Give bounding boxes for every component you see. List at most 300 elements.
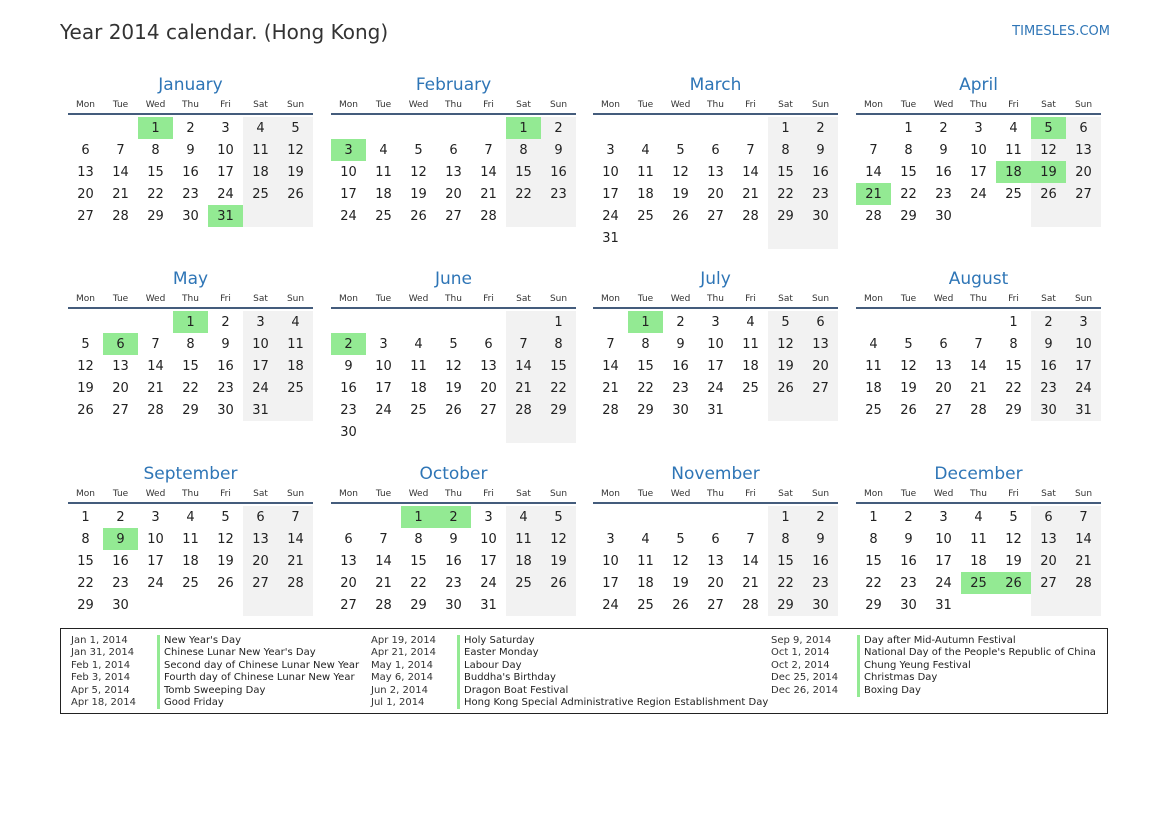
month-name: June	[434, 269, 473, 289]
month-name: August	[948, 269, 1009, 289]
day-cell: 30	[900, 597, 917, 613]
holiday-date: Oct 1, 2014	[771, 647, 830, 659]
day-cell: 20	[112, 380, 129, 396]
weekday-label: Tue	[637, 489, 654, 499]
day-cell: 28	[480, 208, 497, 224]
day-cell: 22	[182, 380, 199, 396]
weekday-label: Fri	[1008, 100, 1019, 110]
day-cell: 9	[186, 142, 195, 158]
holiday-marker	[857, 660, 860, 672]
day-cell: 14	[375, 553, 392, 569]
day-cell: 29	[900, 208, 917, 224]
day-cell: 25	[410, 402, 427, 418]
holiday-marker	[457, 672, 460, 684]
day-cell: 12	[672, 553, 689, 569]
holiday-date: Jun 2, 2014	[371, 684, 428, 696]
empty-day-cell	[401, 421, 436, 443]
day-cell: 16	[112, 553, 129, 569]
day-cell: 3	[379, 336, 388, 352]
empty-day-cell	[401, 311, 436, 333]
day-cell: 25	[637, 597, 654, 613]
day-cell: 23	[1031, 377, 1066, 399]
day-cell: 9	[1031, 333, 1066, 355]
day-cell: 15	[541, 355, 576, 377]
weekday-label: Wed	[670, 294, 691, 304]
weekday-label: Fri	[483, 489, 494, 499]
day-cell: 4	[869, 336, 878, 352]
day-cell: 3	[606, 142, 615, 158]
day-cell: 7	[1066, 506, 1101, 528]
day-cell: 11	[506, 528, 541, 550]
day-cell: 11	[410, 358, 427, 374]
weekday-label: Wed	[933, 294, 954, 304]
day-cell: 25	[742, 380, 759, 396]
day-cell: 22	[865, 575, 882, 591]
day-cell: 1	[541, 311, 576, 333]
day-cell: 17	[602, 575, 619, 591]
weekday-label: Sun	[286, 489, 305, 499]
day-cell: 3	[974, 120, 983, 136]
weekday-label: Mon	[339, 100, 358, 110]
holiday-day-cell: 25	[961, 572, 996, 594]
day-cell: 14	[742, 553, 759, 569]
day-cell: 16	[340, 380, 357, 396]
month-september	[68, 462, 313, 616]
day-cell: 11	[1005, 142, 1022, 158]
holiday-day-cell: 1	[138, 117, 173, 139]
day-cell: 14	[742, 164, 759, 180]
holiday-day-cell: 6	[103, 333, 138, 355]
day-cell: 30	[445, 597, 462, 613]
empty-day-cell	[138, 311, 173, 333]
day-cell: 6	[711, 142, 720, 158]
weekday-label: Thu	[182, 100, 199, 110]
day-cell: 30	[1031, 399, 1066, 421]
month-name: May	[172, 269, 209, 289]
day-cell: 5	[676, 531, 685, 547]
weekday-label: Thu	[970, 100, 987, 110]
day-cell: 29	[182, 402, 199, 418]
day-grid	[593, 117, 838, 249]
day-cell: 14	[602, 358, 619, 374]
month-name: April	[959, 75, 998, 95]
weekday-label: Mon	[601, 489, 620, 499]
day-cell: 30	[217, 402, 234, 418]
day-cell: 1	[768, 506, 803, 528]
day-cell: 13	[1066, 139, 1101, 161]
day-cell: 13	[803, 333, 838, 355]
day-cell: 9	[803, 139, 838, 161]
day-cell: 29	[541, 399, 576, 421]
day-cell: 5	[414, 142, 423, 158]
day-cell: 24	[602, 208, 619, 224]
empty-day-cell	[506, 594, 541, 616]
legend-row	[71, 697, 359, 709]
holiday-marker	[457, 647, 460, 659]
empty-day-cell	[471, 311, 506, 333]
legend-row	[771, 647, 1096, 659]
month-december	[856, 462, 1101, 616]
weekday-label: Sun	[1074, 100, 1093, 110]
day-cell: 8	[1009, 336, 1018, 352]
day-cell: 8	[768, 528, 803, 550]
day-cell: 22	[506, 183, 541, 205]
month-january	[68, 73, 313, 227]
day-cell: 30	[340, 424, 357, 440]
weekday-header	[331, 291, 576, 309]
holiday-marker	[857, 647, 860, 659]
weekday-label: Thu	[707, 294, 724, 304]
holiday-name: Second day of Chinese Lunar New Year	[164, 659, 360, 671]
empty-day-cell	[68, 311, 103, 333]
weekday-label: Mon	[864, 489, 883, 499]
legend-row	[71, 660, 359, 672]
holiday-date: Dec 26, 2014	[771, 684, 839, 696]
day-cell: 18	[637, 186, 654, 202]
day-cell: 19	[278, 161, 313, 183]
day-cell: 17	[1066, 355, 1101, 377]
empty-day-cell	[926, 311, 961, 333]
day-cell: 23	[803, 572, 838, 594]
day-cell: 4	[746, 314, 755, 330]
day-cell: 23	[112, 575, 129, 591]
empty-day-cell	[278, 205, 313, 227]
day-cell: 5	[221, 509, 230, 525]
day-cell: 1	[869, 509, 878, 525]
day-cell: 10	[1066, 333, 1101, 355]
empty-day-cell	[733, 227, 768, 249]
empty-day-cell	[1066, 594, 1101, 616]
holiday-name: Tomb Sweeping Day	[164, 684, 266, 696]
month-march	[593, 73, 838, 249]
legend-row	[771, 660, 1096, 672]
empty-day-cell	[103, 117, 138, 139]
day-cell: 23	[340, 402, 357, 418]
day-cell: 29	[768, 205, 803, 227]
day-cell: 2	[186, 120, 195, 136]
day-cell: 14	[147, 358, 164, 374]
day-cell: 20	[935, 380, 952, 396]
day-cell: 3	[1066, 311, 1101, 333]
weekday-label: Tue	[112, 294, 129, 304]
empty-day-cell	[506, 421, 541, 443]
day-cell: 24	[147, 575, 164, 591]
day-cell: 19	[410, 186, 427, 202]
day-cell: 11	[243, 139, 278, 161]
day-cell: 7	[746, 142, 755, 158]
weekday-label: Fri	[745, 100, 756, 110]
day-cell: 31	[243, 399, 278, 421]
day-cell: 15	[77, 553, 94, 569]
legend-row	[71, 647, 359, 659]
day-cell: 15	[1005, 358, 1022, 374]
day-cell: 26	[672, 597, 689, 613]
weekday-label: Thu	[182, 489, 199, 499]
day-cell: 23	[445, 575, 462, 591]
weekday-label: Tue	[112, 100, 129, 110]
day-grid	[593, 506, 838, 616]
day-cell: 13	[112, 358, 129, 374]
holiday-day-cell: 1	[173, 311, 208, 333]
empty-day-cell	[366, 421, 401, 443]
weekday-label: Wed	[408, 294, 429, 304]
day-cell: 30	[112, 597, 129, 613]
day-cell: 26	[1031, 183, 1066, 205]
day-cell: 9	[676, 336, 685, 352]
day-cell: 7	[869, 142, 878, 158]
weekday-label: Thu	[970, 489, 987, 499]
legend-row	[371, 697, 768, 709]
day-cell: 12	[900, 358, 917, 374]
weekday-header	[856, 486, 1101, 504]
day-cell: 17	[375, 380, 392, 396]
empty-day-cell	[506, 205, 541, 227]
day-cell: 20	[707, 575, 724, 591]
day-cell: 13	[480, 358, 497, 374]
weekday-label: Sat	[253, 100, 268, 110]
empty-day-cell	[1031, 594, 1066, 616]
weekday-label: Thu	[970, 294, 987, 304]
empty-day-cell	[541, 594, 576, 616]
weekday-label: Sat	[516, 294, 531, 304]
day-cell: 26	[445, 402, 462, 418]
month-name: March	[689, 75, 742, 95]
day-cell: 30	[803, 205, 838, 227]
day-cell: 3	[221, 120, 230, 136]
holiday-day-cell: 31	[208, 205, 243, 227]
day-cell: 27	[935, 402, 952, 418]
holiday-marker	[157, 635, 160, 647]
weekday-header	[593, 97, 838, 115]
day-cell: 19	[768, 355, 803, 377]
empty-day-cell	[68, 117, 103, 139]
month-may	[68, 267, 313, 421]
holiday-name: Dragon Boat Festival	[464, 684, 569, 696]
day-cell: 11	[278, 333, 313, 355]
holiday-date: Feb 3, 2014	[71, 672, 131, 684]
day-cell: 15	[506, 161, 541, 183]
month-name: February	[415, 75, 492, 95]
day-cell: 19	[445, 380, 462, 396]
day-cell: 28	[602, 402, 619, 418]
weekday-label: Mon	[76, 294, 95, 304]
day-cell: 8	[869, 531, 878, 547]
weekday-header	[68, 97, 313, 115]
weekday-label: Sun	[1074, 489, 1093, 499]
holiday-legend	[60, 628, 1108, 714]
day-cell: 18	[742, 358, 759, 374]
empty-day-cell	[103, 311, 138, 333]
day-cell: 5	[81, 336, 90, 352]
day-cell: 25	[243, 183, 278, 205]
day-cell: 26	[217, 575, 234, 591]
empty-day-cell	[803, 399, 838, 421]
day-cell: 15	[900, 164, 917, 180]
empty-day-cell	[173, 594, 208, 616]
day-grid	[331, 311, 576, 443]
site-link[interactable]: TIMESLES.COM	[1012, 24, 1110, 39]
day-cell: 18	[375, 186, 392, 202]
day-cell: 17	[217, 164, 234, 180]
holiday-day-cell: 3	[331, 139, 366, 161]
day-cell: 2	[939, 120, 948, 136]
weekday-label: Sat	[778, 100, 793, 110]
holiday-day-cell: 1	[401, 506, 436, 528]
empty-day-cell	[961, 205, 996, 227]
legend-row	[771, 635, 1096, 647]
day-cell: 27	[340, 597, 357, 613]
day-cell: 10	[480, 531, 497, 547]
empty-day-cell	[208, 594, 243, 616]
day-cell: 25	[278, 377, 313, 399]
empty-day-cell	[663, 227, 698, 249]
day-cell: 15	[147, 164, 164, 180]
holiday-marker	[157, 672, 160, 684]
day-cell: 8	[186, 336, 195, 352]
day-cell: 28	[375, 597, 392, 613]
day-cell: 14	[278, 528, 313, 550]
weekday-label: Tue	[637, 100, 654, 110]
day-cell: 18	[410, 380, 427, 396]
weekday-label: Sun	[286, 294, 305, 304]
holiday-date: Apr 5, 2014	[71, 684, 130, 696]
holiday-name: Good Friday	[164, 696, 224, 708]
day-cell: 22	[900, 186, 917, 202]
day-cell: 11	[742, 336, 759, 352]
day-cell: 3	[606, 531, 615, 547]
day-cell: 2	[904, 509, 913, 525]
holiday-name: Day after Mid-Autumn Festival	[864, 635, 1016, 646]
day-cell: 27	[77, 208, 94, 224]
day-cell: 5	[278, 117, 313, 139]
empty-day-cell	[593, 311, 628, 333]
empty-day-cell	[541, 205, 576, 227]
day-cell: 4	[506, 506, 541, 528]
empty-day-cell	[471, 117, 506, 139]
holiday-marker	[457, 635, 460, 647]
day-cell: 27	[243, 572, 278, 594]
legend-row	[371, 647, 768, 659]
day-cell: 19	[1005, 553, 1022, 569]
day-cell: 10	[602, 553, 619, 569]
day-cell: 28	[1066, 572, 1101, 594]
day-cell: 24	[340, 208, 357, 224]
day-cell: 3	[939, 509, 948, 525]
weekday-label: Sun	[549, 100, 568, 110]
day-cell: 5	[768, 311, 803, 333]
day-cell: 4	[641, 142, 650, 158]
day-cell: 26	[672, 208, 689, 224]
day-cell: 7	[116, 142, 125, 158]
month-name: December	[934, 464, 1023, 484]
day-cell: 25	[637, 208, 654, 224]
day-cell: 6	[449, 142, 458, 158]
day-cell: 13	[445, 164, 462, 180]
day-cell: 23	[672, 380, 689, 396]
holiday-date: Apr 21, 2014	[371, 647, 437, 659]
day-cell: 6	[939, 336, 948, 352]
day-cell: 28	[865, 208, 882, 224]
day-cell: 28	[970, 402, 987, 418]
day-cell: 14	[1066, 528, 1101, 550]
weekday-header	[593, 291, 838, 309]
weekday-label: Wed	[408, 100, 429, 110]
day-grid	[68, 311, 313, 421]
day-cell: 12	[768, 333, 803, 355]
day-cell: 15	[182, 358, 199, 374]
holiday-marker	[857, 672, 860, 684]
weekday-label: Mon	[864, 100, 883, 110]
day-cell: 15	[637, 358, 654, 374]
holiday-marker	[857, 685, 860, 697]
month-april	[856, 73, 1101, 227]
day-cell: 29	[1005, 402, 1022, 418]
day-cell: 25	[1005, 186, 1022, 202]
day-cell: 8	[904, 142, 913, 158]
day-cell: 20	[243, 550, 278, 572]
empty-day-cell	[278, 399, 313, 421]
day-cell: 24	[1066, 377, 1101, 399]
weekday-header	[68, 486, 313, 504]
day-cell: 27	[445, 208, 462, 224]
day-cell: 3	[484, 509, 493, 525]
weekday-label: Wed	[670, 100, 691, 110]
weekday-label: Wed	[933, 100, 954, 110]
day-cell: 24	[375, 402, 392, 418]
month-november	[593, 462, 838, 616]
holiday-date: Feb 1, 2014	[71, 659, 131, 671]
holiday-date: Jan 31, 2014	[71, 647, 135, 659]
day-cell: 11	[865, 358, 882, 374]
day-grid	[856, 117, 1101, 227]
empty-day-cell	[698, 506, 733, 528]
holiday-day-cell: 2	[331, 333, 366, 355]
empty-day-cell	[436, 421, 471, 443]
weekday-label: Sun	[811, 489, 830, 499]
day-cell: 19	[77, 380, 94, 396]
day-cell: 18	[865, 380, 882, 396]
holiday-name: Boxing Day	[864, 684, 921, 696]
day-cell: 11	[182, 531, 199, 547]
day-cell: 16	[541, 161, 576, 183]
holiday-name: Hong Kong Special Administrative Region Establishment Day	[464, 696, 769, 708]
day-cell: 27	[1066, 183, 1101, 205]
day-cell: 6	[81, 142, 90, 158]
month-june	[331, 267, 576, 443]
day-cell: 28	[742, 597, 759, 613]
day-cell: 16	[672, 358, 689, 374]
weekday-label: Wed	[145, 294, 166, 304]
legend-row	[371, 672, 768, 684]
day-cell: 23	[900, 575, 917, 591]
day-cell: 2	[116, 509, 125, 525]
weekday-label: Fri	[220, 489, 231, 499]
day-cell: 21	[480, 186, 497, 202]
weekday-label: Wed	[408, 489, 429, 499]
day-cell: 12	[541, 528, 576, 550]
day-cell: 17	[935, 553, 952, 569]
holiday-day-cell: 2	[436, 506, 471, 528]
day-cell: 1	[768, 117, 803, 139]
holiday-name: National Day of the People's Republic of China	[864, 647, 1096, 659]
day-cell: 2	[1031, 311, 1066, 333]
weekday-label: Mon	[339, 294, 358, 304]
legend-row	[71, 635, 359, 647]
weekday-label: Fri	[220, 294, 231, 304]
weekday-label: Tue	[900, 100, 917, 110]
holiday-marker	[157, 685, 160, 697]
day-cell: 12	[1005, 531, 1022, 547]
